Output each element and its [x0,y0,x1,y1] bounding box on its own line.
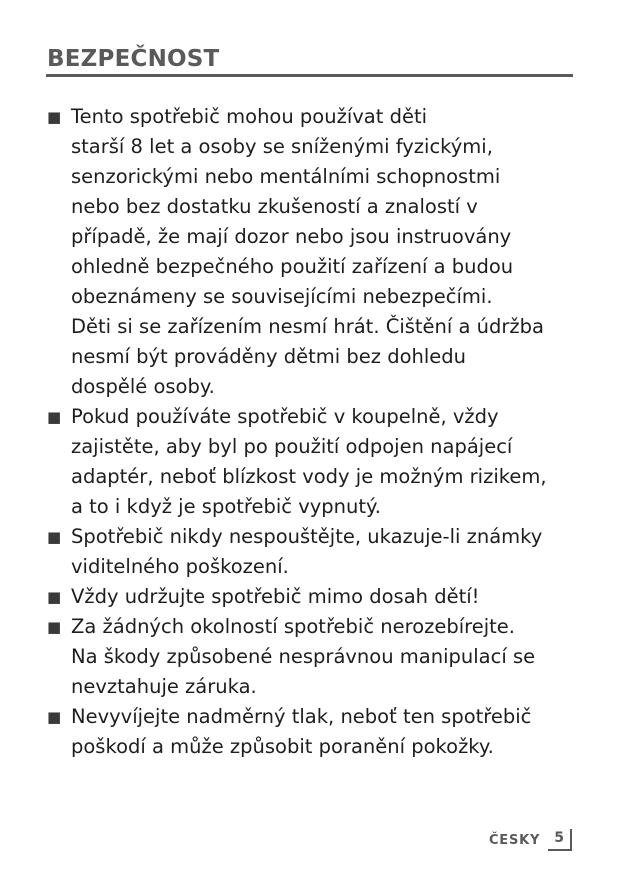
text-line: senzorickými nebo mentálními schopnostmi [71,165,501,188]
square-bullet-icon: ■ [47,588,62,606]
text-line: Nevyvíjejte nadměrný tlak, neboť ten spotřebič [71,705,532,728]
list-item [47,582,587,612]
text-line: Za žádných okolností spotřebič nerozebírejte. [71,615,515,638]
list-item [47,402,587,522]
list-item-text [71,402,547,522]
text-line: nesmí být prováděny dětmi bez dohledu [71,345,467,368]
square-bullet-icon: ■ [47,618,62,636]
section-title: BEZPEČNOST [47,46,220,72]
text-line: Pokud používáte spotřebič v koupelně, vždy [71,405,499,428]
square-bullet-icon: ■ [47,108,62,126]
list-item-text [71,702,531,762]
list-item-text [71,102,544,402]
text-line: poškodí a může způsobit poranění pokožky. [71,735,494,758]
text-line: Spotřebič nikdy nespouštějte, ukazuje-li známky [71,525,543,548]
square-bullet-icon: ■ [47,528,62,546]
text-line: viditelného poškození. [71,555,289,578]
text-line: starší 8 let a osoby se sníženými fyzickými, [71,135,493,158]
text-line: nevztahuje záruka. [71,675,257,698]
text-line: zajistěte, aby byl po použití odpojen napájecí [71,435,513,458]
text-line: ohledně bezpečného použití zařízení a budou [71,255,514,278]
square-bullet-icon: ■ [47,408,62,426]
list-item-text [71,612,535,702]
text-line: a to i když je spotřebič vypnutý. [71,495,381,518]
text-line: adaptér, neboť blízkost vody je možným rizikem, [71,465,547,488]
text-line: obeznámeny se souvisejícími nebezpečími. [71,285,493,308]
list-item [47,102,587,402]
list-item-text [71,582,479,612]
list-item [47,702,587,762]
safety-instructions-list [47,102,587,762]
list-item [47,522,587,582]
text-line: nebo bez dostatku zkušeností a znalostí v [71,195,478,218]
text-line: Vždy udržujte spotřebič mimo dosah dětí! [71,585,480,608]
text-line: Děti si se zařízením nesmí hrát. Čištění a údržba [71,315,544,338]
page-number: 5 [548,829,572,851]
text-line: Tento spotřebič mohou používat děti [71,105,428,128]
text-line: dospělé osoby. [71,375,215,398]
list-item [47,612,587,702]
list-item-text [71,522,542,582]
page-footer [489,828,572,852]
section-title-underline [46,74,573,77]
footer-language-label: ČESKY [488,832,541,848]
text-line: Na škody způsobené nesprávnou manipulací se [71,645,536,668]
text-line: případě, že mají dozor nebo jsou instruovány [71,225,512,248]
square-bullet-icon: ■ [47,708,62,726]
